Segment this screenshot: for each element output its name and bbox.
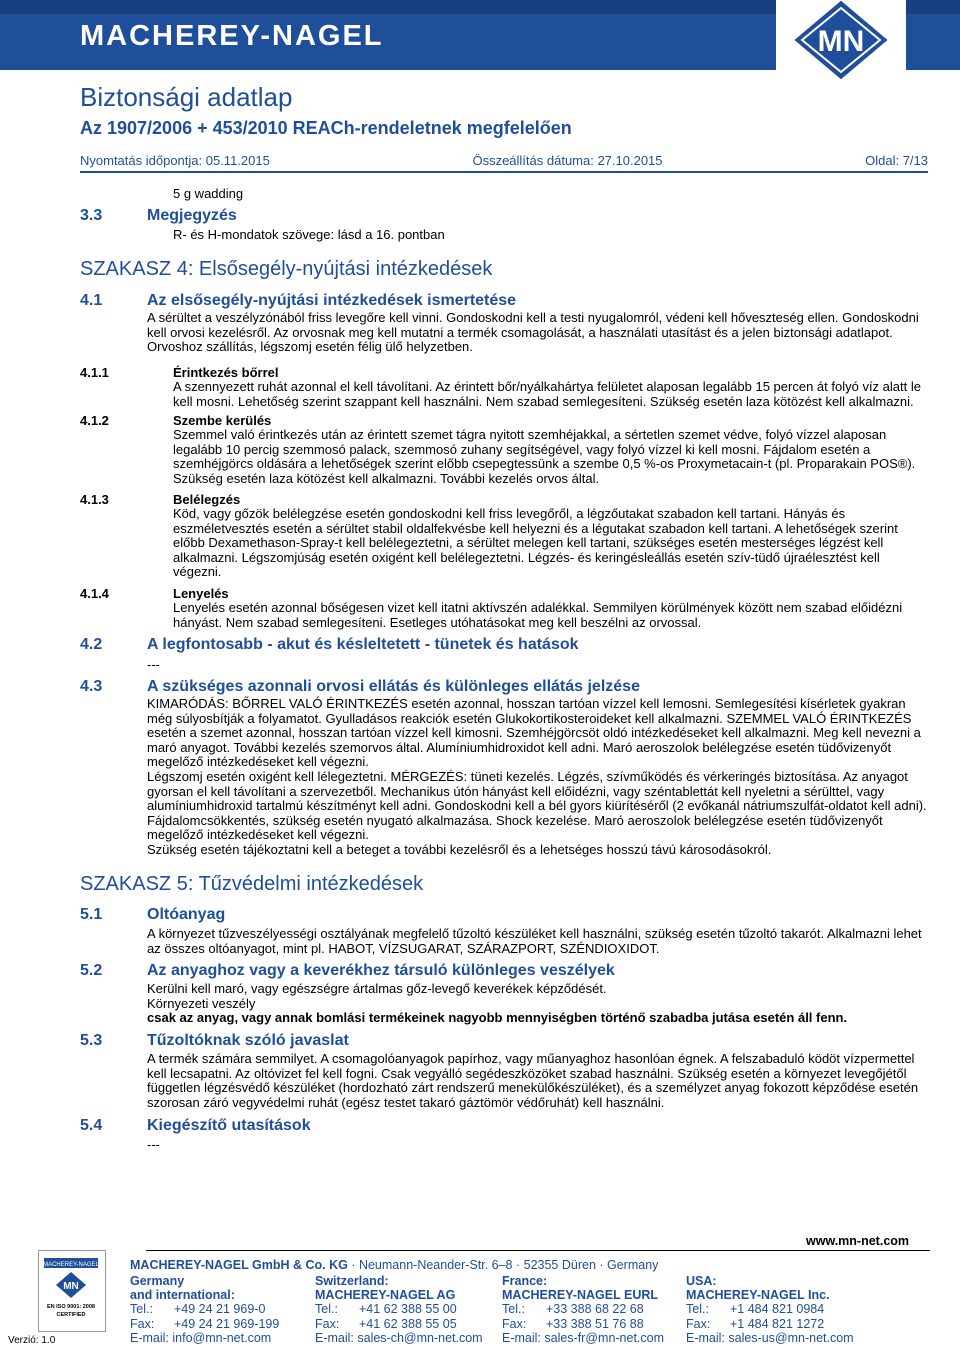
brand-name: MACHEREY-NAGEL [80, 20, 384, 52]
footer-col-switzerland [315, 1274, 500, 1345]
text-line: Szükség esetén tájékoztatni kell a beteget a további kezelésről és a lehetséges hosszú távú károsodásokról. [147, 841, 772, 857]
col-subheading: MACHEREY-NAGEL AG [315, 1288, 456, 1303]
text-line: Köd, vagy gőzök belélegzése esetén gondoskodni kell friss levegőről, a légzőutakat szabadon kell tartani. Hányás és [173, 506, 846, 521]
col-heading: France: [502, 1274, 548, 1288]
text-line: kell orvosi kezelésről. Az orvosnak meg kell mutatni a termék csomagolását, a használati utasítást és a jelen biztonsági adatlapot. [147, 324, 893, 340]
text-line: A szennyezett ruhát azonnal el kell távolítani. Az érintett bőr/nyálkahártya felületet alaposan legalább 15 percen át folyó víz alatt le [173, 379, 921, 394]
s54-text: --- [147, 1137, 160, 1152]
s43-text [147, 697, 930, 858]
text-line: eszméletvesztés esetén a sérültet stabil oldalfekvésbe kell helyezni és a légutakat szabadon kell tartani. A lehetőségek szerint [173, 520, 898, 536]
footer-url[interactable]: www.mn-net.com [806, 1234, 910, 1248]
text-line: legalább 10 percig szemmosó palack, szemmosó zuhany segítségével, vagy folyó vízzel ki kell mosni. Fájdalom esetén a [173, 441, 871, 457]
tel-value: +41 62 388 55 00 [359, 1302, 457, 1317]
s52-number: 5.2 [80, 962, 103, 979]
tel-value: +1 484 821 0984 [730, 1302, 825, 1317]
footer-col-germany [130, 1274, 310, 1345]
s42-text: --- [147, 657, 160, 672]
footer-company [130, 1258, 658, 1272]
col-subheading: MACHEREY-NAGEL Inc. [686, 1288, 830, 1303]
s414-number: 4.1.4 [80, 586, 109, 601]
s412-number: 4.1.2 [80, 413, 109, 428]
footer-col-usa [686, 1274, 930, 1345]
text-line: Kerülni kell maró, vagy egészségre ártalmas gőz-levegő keverékek képződését. [147, 981, 607, 996]
text-line: Szükség esetén laza kötözést kell alkalmazni. További kezelés orvos által. [173, 470, 600, 486]
fax-label: Fax: [315, 1316, 340, 1331]
col-heading: Switzerland: [315, 1274, 389, 1288]
company-address: · Neumann-Neander-Str. 6–8 · 52355 Düren · Germany [347, 1258, 659, 1272]
s42-number: 4.2 [80, 636, 103, 653]
s411-number: 4.1.1 [80, 365, 109, 380]
fax-value: +41 62 388 55 05 [359, 1316, 457, 1331]
text-line: megelőző intézkedéseket kell végezni. [147, 827, 369, 843]
tel-value: +33 388 68 22 68 [546, 1302, 644, 1317]
fax-label: Fax: [502, 1316, 527, 1331]
text-line: A sérültet a veszélyzónából friss levegőre kell vinni. Gondoskodni kell a testi nyugalomról, védeni kell hőveszteség ellen. Gondoskodni [147, 310, 919, 325]
svg-text:EN ISO 9001: 2008: EN ISO 9001: 2008 [46, 1304, 96, 1310]
text-line: gyorsan el kell távolítani a szervezetből. Mechanikus útón hányást kell előidézni, vagy széntablettát kell nyeletni a sérülttel, vagy [147, 783, 885, 799]
text-line: hányást. Nem szabad semlegesíteni. Esetleges utóhatásokat meg kell beszélni az orvossal. [173, 614, 702, 630]
text-line-bold: csak az anyag, vagy annak bomlási termékeinek nagyobb mennyiségben történő szabadba jutása esetén áll fenn. [147, 1010, 848, 1026]
text-line: kell mosni. Lehetőség szerint szappant kell használni. Nem szabad semlegesíteni. Szükség esetén laza kötözést kell alkalmazni. [173, 393, 914, 409]
text-line: megelőző intézkedéseket kell végezni. [147, 754, 369, 770]
s414-text [173, 601, 930, 630]
s33-heading: Megjegyzés [147, 207, 237, 224]
text-line: kell lecsapatni. Az oltóvizet fel kell fogni. Csak vegyálló segédeszközöket szabad használni. Szükség esetén a környezet levegőjétől [147, 1065, 907, 1081]
fax-value: +49 24 21 969-199 [174, 1316, 280, 1331]
text-line: független légzésvédő készüléket (hordozható zárt rendszerű menekülőkészüléket), és a személyzet anyag fokozott képződése esetén [147, 1080, 919, 1096]
s411-heading: Érintkezés bőrrel [173, 365, 279, 380]
s53-text [147, 1052, 930, 1110]
logo-text: MN [817, 25, 865, 58]
s52-heading: Az anyaghoz vagy a keverékhez társuló különleges veszélyek [147, 962, 615, 979]
fax-value: +1 484 821 1272 [730, 1316, 825, 1331]
email-link[interactable]: E-mail: sales-ch@mn-net.com [315, 1330, 483, 1345]
s54-heading: Kiegészítő utasítások [147, 1117, 311, 1134]
fax-label: Fax: [686, 1316, 711, 1331]
document-title: Biztonsági adatlap [80, 82, 293, 112]
svg-text:MACHEREY-NAGEL: MACHEREY-NAGEL [43, 1262, 99, 1268]
s52-text [147, 982, 930, 1026]
text-line: A termék számára semmilyet. A csomagolóanyagok papírhoz, vagy műanyaghoz hasonlóan égnek. A felszabaduló ködöt vízpermettel [147, 1051, 915, 1066]
s51-text [147, 927, 930, 956]
s413-number: 4.1.3 [80, 492, 109, 507]
tel-label: Tel.: [686, 1302, 709, 1317]
svg-text:CERTIFIED: CERTIFIED [56, 1312, 86, 1318]
col-heading: Germany [130, 1274, 185, 1288]
tel-label: Tel.: [130, 1302, 153, 1317]
s51-heading: Oltóanyag [147, 906, 226, 923]
mn-logo-icon [776, 0, 906, 80]
s54-number: 5.4 [80, 1117, 103, 1134]
s41-text [147, 311, 930, 355]
col-subheading: and international: [130, 1288, 235, 1303]
text-line: Fájdalomcsökkentés, szükség esetén nyugató alkalmazása. Shock kezelése. Maró aeroszolok belélegzése esetén tüdővizenyőt [147, 812, 883, 828]
text-line: szemhéjgörcs oldására a lehetőségek szerint előbb csepegtessünk a szembe 0,5 %-os Proxymetacain-t (pl. Proparakain POS®). [173, 456, 916, 472]
compiled-date: Összeállítás dátuma: 27.10.2015 [472, 153, 663, 168]
s413-text [173, 507, 930, 580]
s43-number: 4.3 [80, 678, 103, 695]
text-line: szorosan záró vegyvédelmi ruhát (egész testet takaró gáztömör védőruhát) kell használni. [147, 1094, 665, 1110]
header-divider [80, 171, 928, 173]
s41-heading: Az elsősegély-nyújtási intézkedések ismertetése [147, 292, 517, 309]
company-name: MACHEREY-NAGEL GmbH & Co. KG [130, 1258, 348, 1272]
text-line: Környezeti veszély [147, 995, 256, 1011]
s411-text [173, 380, 930, 409]
footer-divider [146, 1250, 930, 1251]
section5-title: SZAKASZ 5: Tűzvédelmi intézkedések [80, 873, 424, 895]
text-line: A környezet tűzveszélyességi osztályának megfelelő tűzoltó készüléket kell használni, szükség esetén tűzoltó takarót. Alkalmazni lehet [147, 926, 922, 941]
tel-label: Tel.: [502, 1302, 525, 1317]
email-link[interactable]: E-mail: sales-fr@mn-net.com [502, 1330, 665, 1345]
svg-text:MN: MN [63, 1281, 79, 1292]
text-line: Szemmel való érintkezés után az érintett szemet tágra nyitott szemhéjakkal, a sértetlen szemet védve, folyó vízzel alaposan [173, 427, 887, 442]
col-heading: USA: [686, 1274, 717, 1288]
wadding-text: 5 g wadding [173, 186, 244, 201]
s43-heading: A szükséges azonnali orvosi ellátás és különleges ellátás jelzése [147, 678, 640, 695]
section4-title: SZAKASZ 4: Elsősegély-nyújtási intézkedések [80, 258, 493, 280]
version-text: Verzió: 1.0 [8, 1335, 56, 1346]
fax-label: Fax: [130, 1316, 155, 1331]
tel-value: +49 24 21 969-0 [174, 1302, 266, 1317]
text-line: Légszomj esetén oxigént kell lélegeztetni. MÉRGEZÉS: tüneti kezelés. Légzés, szívműködés és vérkeringés biztosítása. Az anyagot [147, 768, 908, 784]
s413-heading: Belélegzés [173, 492, 241, 507]
text-line: Lenyelés esetén azonnal bőségesen vizet kell itatni aktívszén adalékkal. Semmilyen körülmények között nem szabad előidézni [173, 600, 903, 615]
s412-text [173, 428, 930, 486]
text-line: még súlyosbítják a folyamatot. Gyulladásos reakciók esetén Glukokortikosteroideket kell alkalmazni. SZEMMEL VALÓ ÉRINTKEZÉS [147, 710, 912, 726]
s51-number: 5.1 [80, 906, 103, 923]
s33-number: 3.3 [80, 207, 103, 224]
print-date: Nyomtatás időpontja: 05.11.2015 [80, 153, 270, 168]
text-line: KIMARÓDÁS: BŐRREL VALÓ ÉRINTKEZÉS esetén azonnal, hosszan tartóan vízzel kell lemosni. Semlegesítési kísérletek gyakran [147, 696, 906, 711]
document-subtitle: Az 1907/2006 + 453/2010 REACh-rendeletnek megfelelően [80, 118, 572, 138]
s33-text: R- és H-mondatok szövege: lásd a 16. pontban [173, 227, 445, 242]
text-line: Orvoshoz szállítás, légszomj esetén félig ülő helyzetben. [147, 339, 473, 355]
s41-number: 4.1 [80, 292, 103, 309]
text-line: előbb Dexamethason-Spray-t kell belélegeztetni, a sérültet melegen kell tartani, szükséges esetén mesterséges légzést kell [173, 535, 884, 551]
text-line: alumíniumhidroxid tartalmú készítményt kell adni. Gondoskodni kell a bél gyors kiürítéséről (2 evőkanál nátriumszulfát-oldatot kell adni). [147, 798, 927, 814]
s53-number: 5.3 [80, 1032, 103, 1049]
s412-heading: Szembe kerülés [173, 413, 272, 428]
s42-heading: A legfontosabb - akut és késleltetett - tünetek és hatások [147, 636, 579, 653]
text-line: esetén a szemet azonnal, hosszan tartóan vízzel kell kimosni. Szemhéjgörcsöt oldó intézkedéseket kell alkalmazni. Meg kell nevezni a [147, 725, 921, 741]
s414-heading: Lenyelés [173, 586, 229, 601]
text-line: végezni. [173, 564, 222, 580]
col-subheading: MACHEREY-NAGEL EURL [502, 1288, 659, 1303]
fax-value: +33 388 51 76 88 [546, 1316, 644, 1331]
tel-label: Tel.: [315, 1302, 338, 1317]
meta-row [80, 153, 928, 168]
footer-col-france [502, 1274, 682, 1345]
email-link[interactable]: E-mail: info@mn-net.com [130, 1330, 272, 1345]
iso-certificate-icon [40, 1252, 102, 1328]
text-line: alkalmazni. Légszomjúság esetén oxigént kell belélegeztetni. Légzés- és keringésleállás esetén szív-tüdő újraélesztést kell [173, 549, 880, 565]
s53-heading: Tűzoltóknak szóló javaslat [147, 1032, 349, 1049]
page-number: Oldal: 7/13 [865, 153, 928, 168]
text-line: az összes oltóanyagot, mint pl. HABOT, VÍZSUGARAT, SZÁRAZPORT, SZÉNDIOXIDOT. [147, 940, 660, 956]
text-line: maró anyagot. További kezelés szemorvos által. Alumíniumhidroxidot kell adni. Maró aeroszolok belélegzése esetén tüdővizenyőt [147, 739, 892, 755]
email-link[interactable]: E-mail: sales-us@mn-net.com [686, 1330, 854, 1345]
